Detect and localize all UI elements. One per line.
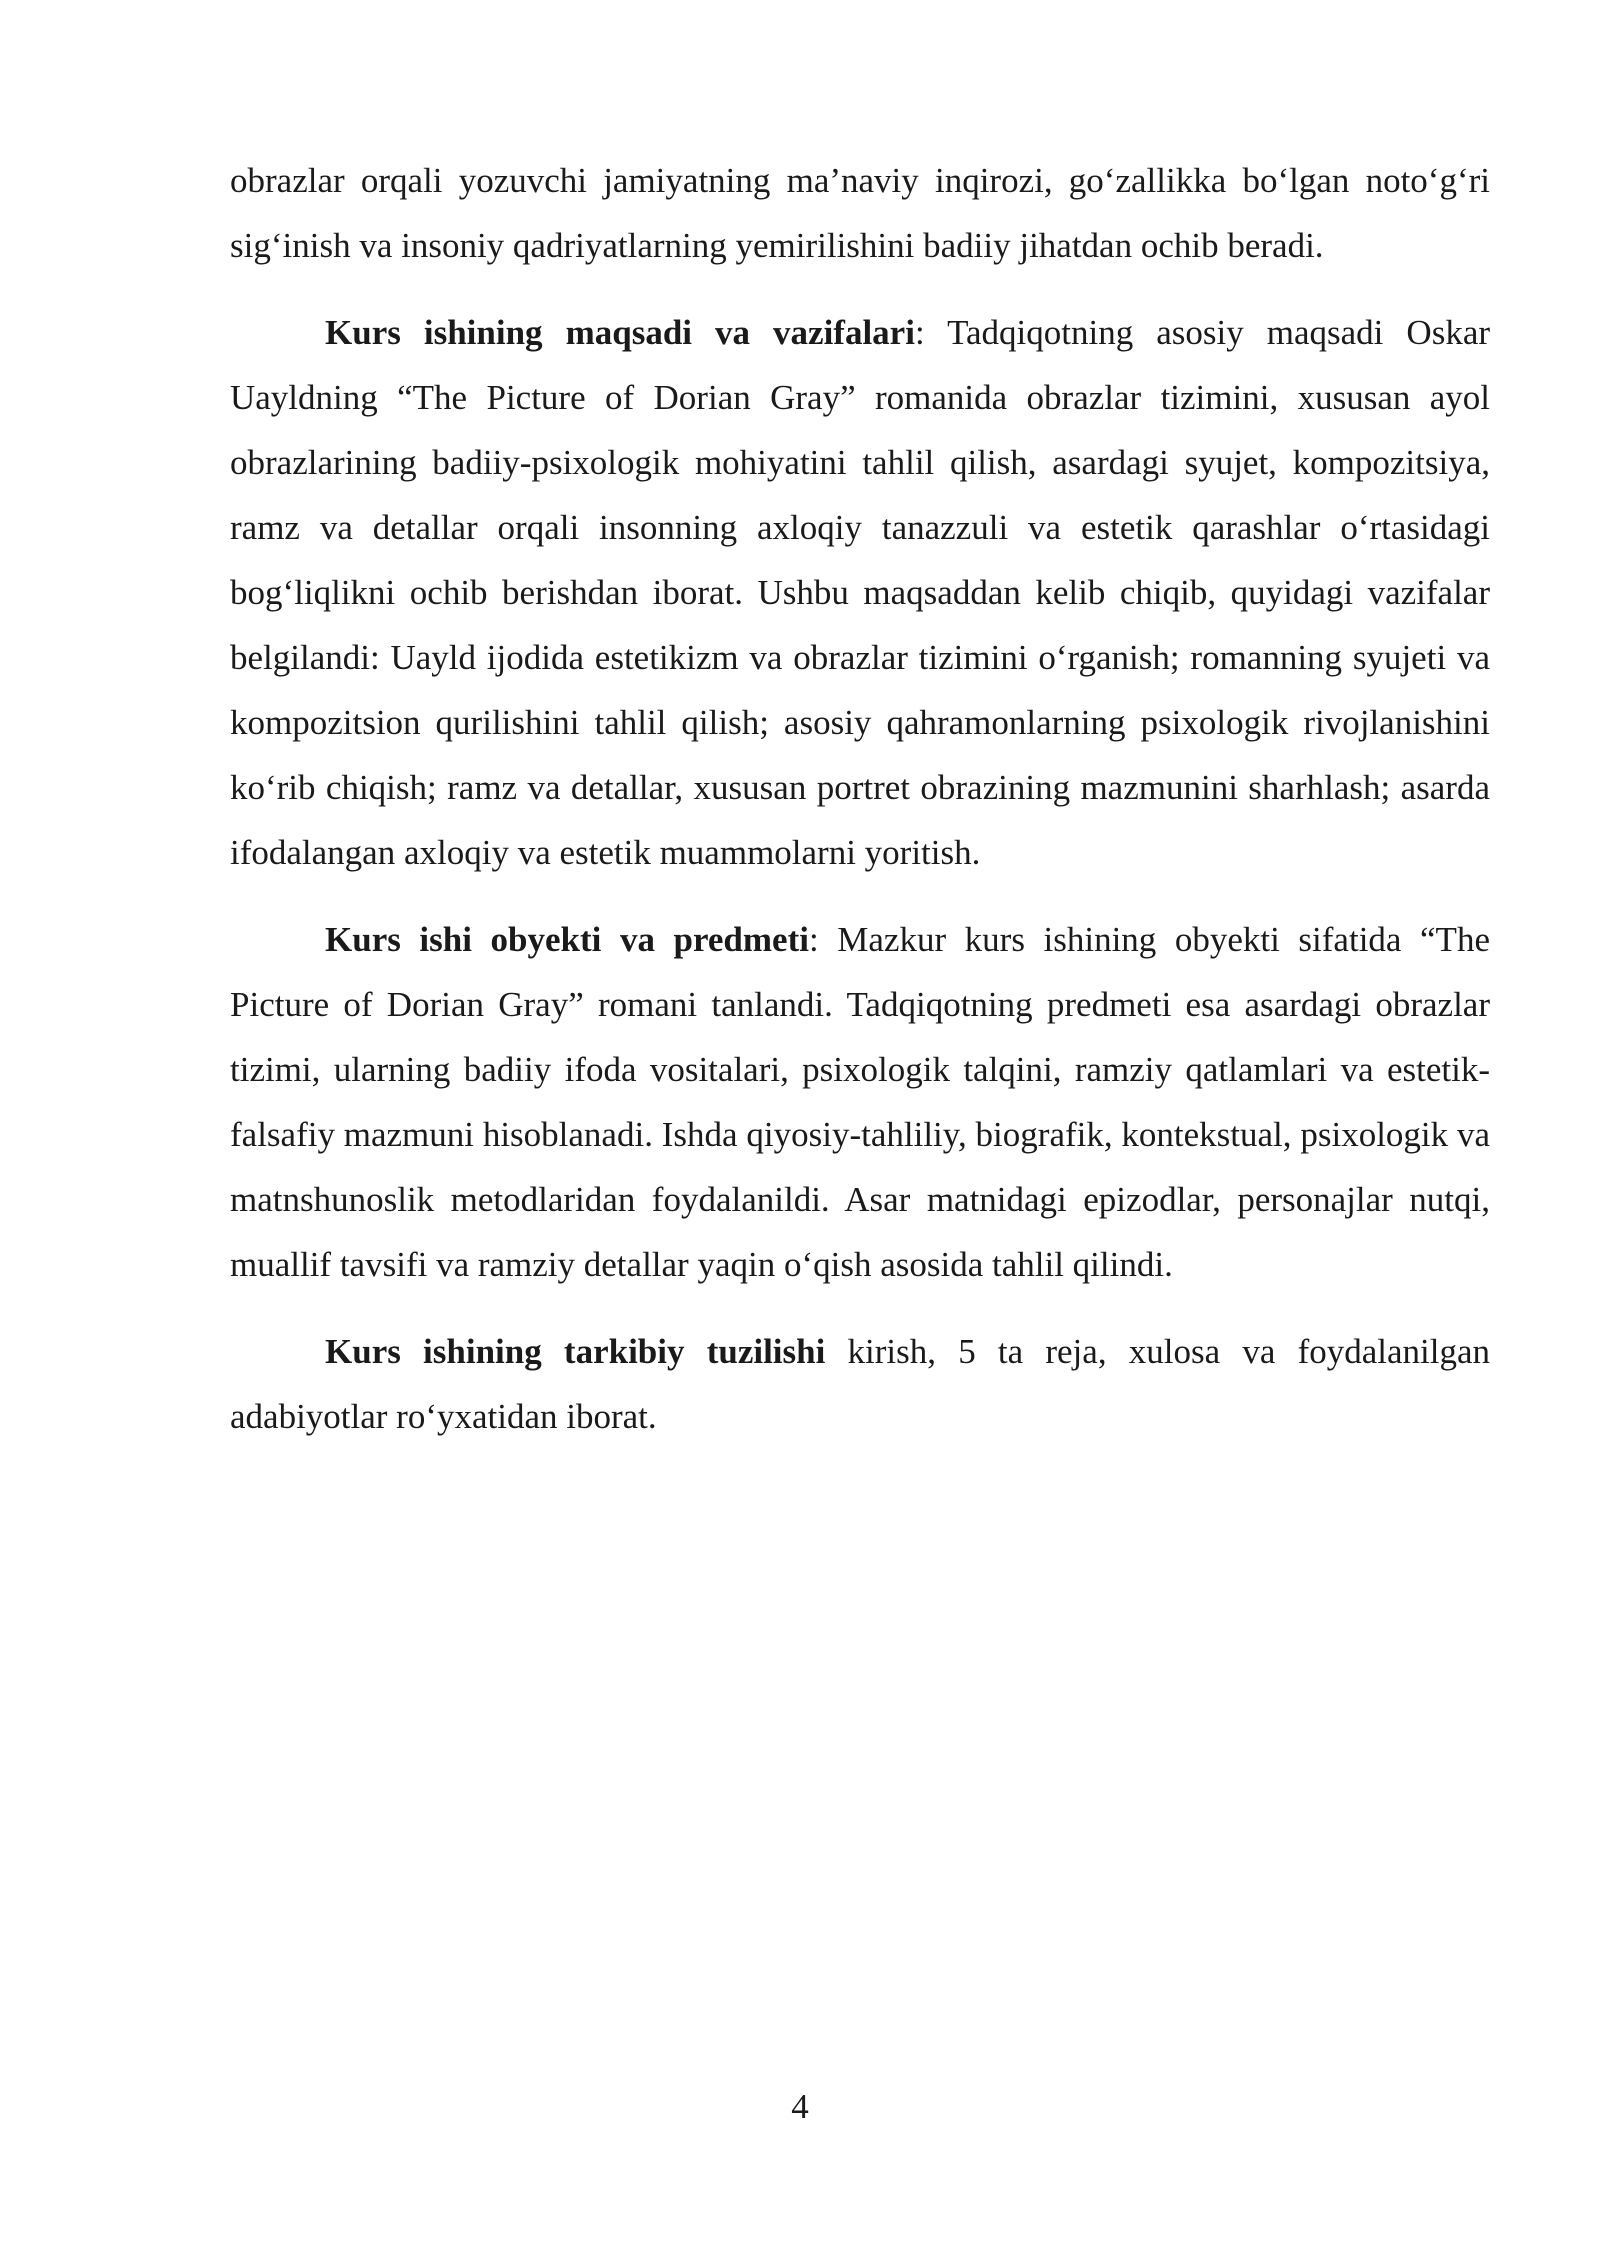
paragraph-continuation xyxy=(230,148,1490,278)
paragraph-structure xyxy=(230,1319,1490,1449)
paragraph-heading: Kurs ishining tarkibiy tuzilishi xyxy=(325,1332,826,1371)
page-body xyxy=(230,148,1490,1449)
paragraph-heading: Kurs ishining maqsadi va vazifalari xyxy=(325,313,915,352)
paragraph-text: Mazkur kurs ishining obyekti sifatida “The Picture of Dorian Gray” romani tanlandi. Tadqiqotning predmeti esa asardagi obrazlar tizimi, ularning badiiy ifoda vositalari, psixologik talqini, ramziy qatlamlari va estetik-falsafiy mazmuni hisoblanadi. Ishda qiyosiy-tahliliy, biografik, kontekstual, psixologik va matnshunoslik metodlaridan foydalanildi. Asar matnidagi epizodlar, personajlar nutqi, muallif tavsifi va ramziy detallar yaqin o‘qish asosida tahlil qilindi. xyxy=(230,920,1490,1284)
paragraph-text: Tadqiqotning asosiy maqsadi Oskar Uayldning “The Picture of Dorian Gray” romanida obrazlar tizimini, xususan ayol obrazlarining badiiy-psixologik mohiyatini tahlil qilish, asardagi syujet, kompozitsiya, ramz va detallar orqali insonning axloqiy tanazzuli va estetik qarashlar o‘rtasidagi bog‘liqlikni ochib berishdan iborat. Ushbu maqsaddan kelib chiqib, quyidagi vazifalar belgilandi: Uayld ijodida estetikizm va obrazlar tizimini o‘rganish; romanning syujeti va kompozitsion qurilishini tahlil qilish; asosiy qahramonlarning psixologik rivojlanishini ko‘rib chiqish; ramz va detallar, xususan portret obrazining mazmunini sharhlash; asarda ifodalangan axloqiy va estetik muammolarni yoritish. xyxy=(230,313,1491,872)
paragraph-text: kirish, 5 ta reja, xulosa va foydalanilgan adabiyotlar ro‘yxatidan iborat. xyxy=(230,1332,1491,1436)
paragraph-text: obrazlar orqali yozuvchi jamiyatning ma’naviy inqirozi, go‘zallikka bo‘lgan noto‘g‘ri sig‘inish va insoniy qadriyatlarning yemirilishini badiiy jihatdan ochib beradi. xyxy=(230,161,1490,265)
paragraph-object-and-subject xyxy=(230,907,1490,1297)
paragraph-aim-and-tasks xyxy=(230,300,1490,885)
heading-separator: : xyxy=(808,920,838,959)
page-number: 4 xyxy=(791,2087,809,2126)
heading-separator xyxy=(825,1332,847,1371)
heading-separator: : xyxy=(914,313,948,352)
paragraph-heading: Kurs ishi obyekti va predmeti xyxy=(325,920,809,959)
